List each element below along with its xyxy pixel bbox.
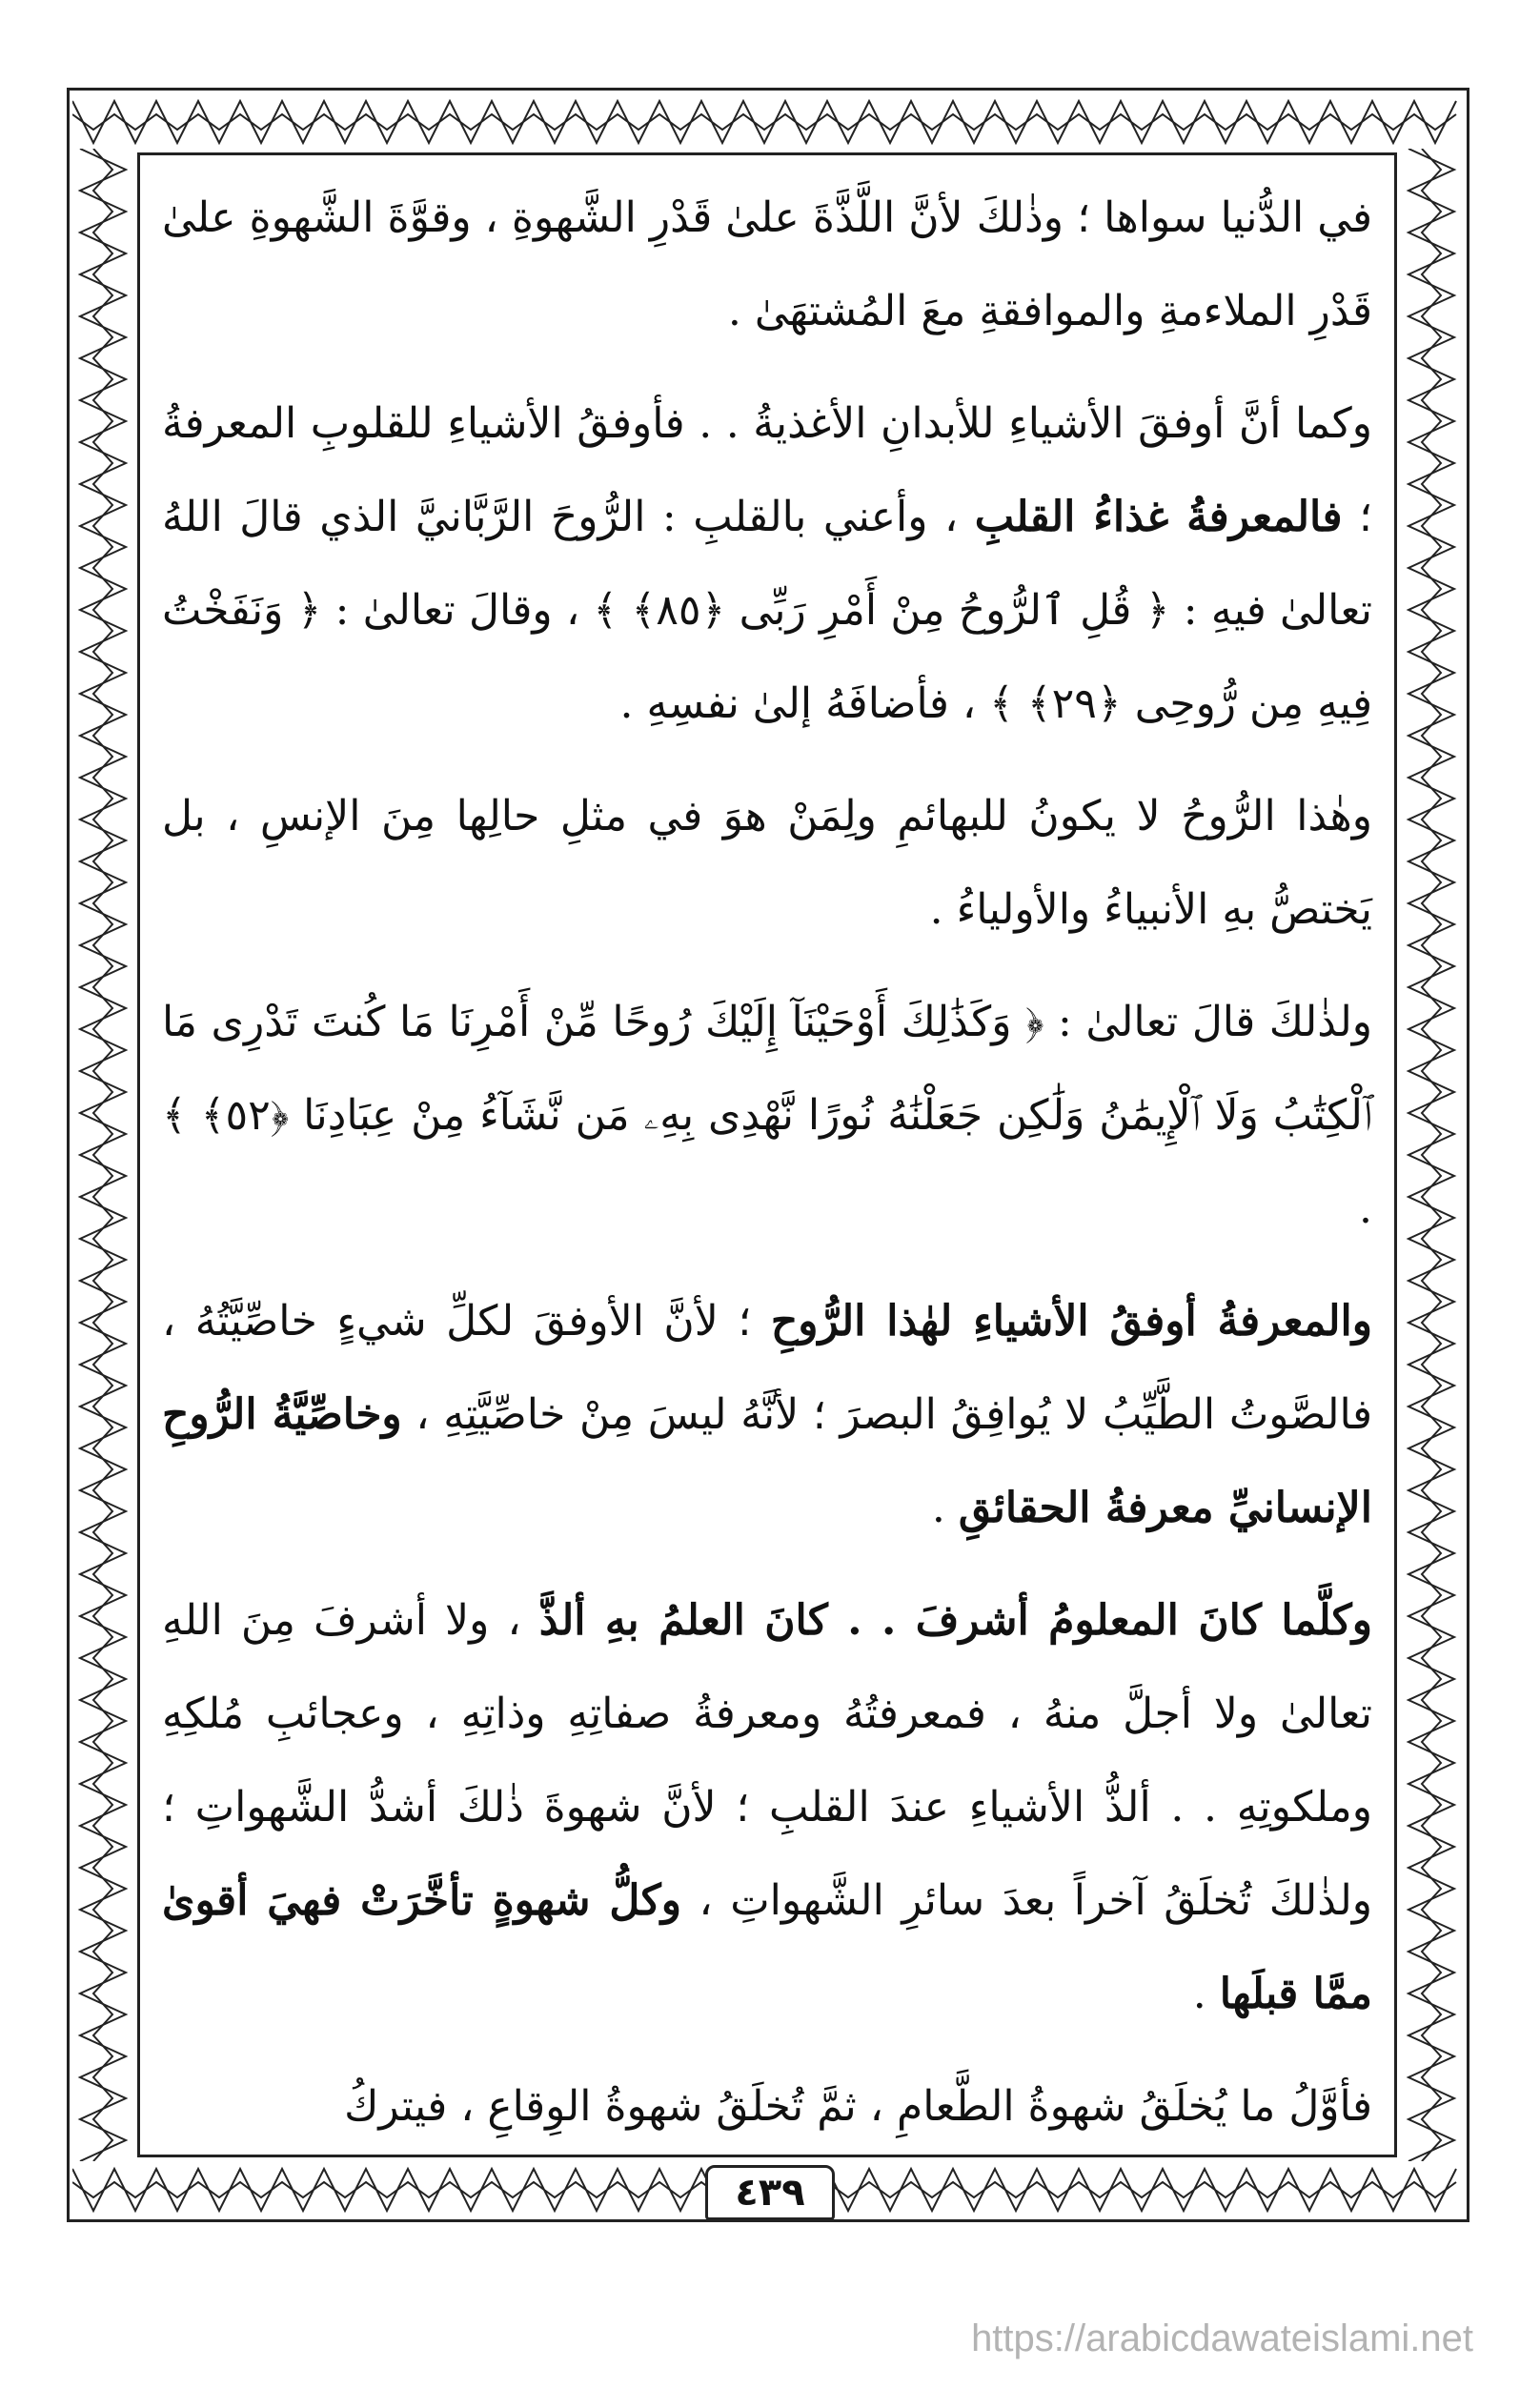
text-run: ، ولا أشرفَ مِنَ اللهِ تعالىٰ ولا أجلَّ منهُ ، فمعرفتُهُ ومعرفةُ صفاتِهِ وذاتِهِ ، وعجائبِ مُلكِهِ وملكوتِهِ . . ألذُّ الأشياءِ عندَ القلبِ ؛ لأنَّ شهوةَ ذٰلكَ أشدُّ الشَّهواتِ ؛ ولذٰلكَ تُخلَقُ آخراً بعدَ سائرِ الشَّهواتِ ، (162, 1596, 1372, 1925)
text-run: ؛ لأنَّ الأوفقَ لكلِّ شيءٍ خاصِّيَّتُهُ ، فالصَّوتُ الطَّيِّبُ لا يُوافِقُ البصرَ ؛ لأنَّهُ ليسَ مِنْ خاصِّيَّتِهِ ، (162, 1297, 1372, 1439)
paragraph (162, 2060, 1372, 2154)
text-run: . (1192, 1970, 1220, 2018)
text-run: . (931, 1484, 959, 1532)
text-run: ، وأعني بالقلبِ : الرُّوحَ الرَّبَّانيَّ الذي قالَ اللهُ تعالىٰ فيهِ : ﴿ قُلِ ٱلرُّوحُ مِنْ أَمْرِ رَبِّى ﴿٨٥﴾ ﴾ ، وقالَ تعالىٰ : ﴿ وَنَفَخْتُ فِيهِ مِن رُّوحِى ﴿٢٩﴾ ﴾ ، فأضافَهُ إلىٰ نفسِهِ . (162, 493, 1373, 728)
text-run: وكما أنَّ أوفقَ الأشياءِ للأبدانِ الأغذيةُ . . فأوفقُ الأشياءِ للقلوبِ المعرفةُ ؛ (162, 399, 1372, 541)
text-run: فأوَّلُ ما يُخلَقُ شهوةُ الطَّعامِ ، ثمَّ تُخلَقُ شهوةُ الوِقاعِ ، فيتركُ (344, 2082, 1372, 2131)
border-ornament-top (72, 93, 1464, 151)
page-number: ٤٣٩ (705, 2165, 835, 2220)
source-watermark: https://arabicdawateislami.net (971, 2317, 1473, 2359)
bold-text: وخاصِّيَّةُ الرُّوحِ الإنسانيِّ معرفةُ الحقائقِ (162, 1390, 1372, 1532)
bold-text: فالمعرفةُ غذاءُ القلبِ (974, 493, 1343, 541)
paragraph (162, 377, 1372, 751)
text-run: في الدُّنيا سواها ؛ وذٰلكَ لأنَّ اللَّذَّةَ علىٰ قَدْرِ الشَّهوةِ ، وقوَّةَ الشَّهوةِ علىٰ قَدْرِ الملاءمةِ والموافقةِ معَ المُشتهَىٰ . (162, 193, 1372, 335)
bold-text: والمعرفةُ أوفقُ الأشياءِ لهٰذا الرُّوحِ (770, 1297, 1372, 1346)
border-ornament-left (72, 149, 133, 2161)
bold-text: وكلُّ شهوةٍ تأخَّرَتْ فهيَ أقوىٰ ممَّا قبلَها (162, 1876, 1372, 2018)
paragraph (162, 770, 1372, 957)
paragraph (162, 172, 1372, 358)
text-run: ولذٰلكَ قالَ تعالىٰ : ﴿ وَكَذَٰلِكَ أَوْحَيْنَآ إِلَيْكَ رُوحًا مِّنْ أَمْرِنَا مَا كُنتَ تَدْرِى مَا ٱلْكِتَٰبُ وَلَا ٱلْإِيمَٰنُ وَلَٰكِن جَعَلْنَٰهُ نُورًا نَّهْدِى بِهِۦ مَن نَّشَآءُ مِنْ عِبَادِنَا ﴿٥٢﴾ ﴾ . (162, 998, 1372, 1233)
page-body-text (162, 172, 1372, 2173)
bold-text: وكلَّما كانَ المعلومُ أشرفَ . . كانَ العلمُ بهِ ألذَّ (538, 1596, 1372, 1645)
border-ornament-right (1401, 149, 1462, 2161)
text-run: وهٰذا الرُّوحُ لا يكونُ للبهائمِ ولِمَنْ هوَ في مثلِ حالِها مِنَ الإنسِ ، بل يَختصُّ بهِ الأنبياءُ والأولياءُ . (162, 792, 1372, 934)
paragraph (162, 1574, 1372, 2041)
paragraph (162, 976, 1372, 1256)
paragraph (162, 1275, 1372, 1555)
